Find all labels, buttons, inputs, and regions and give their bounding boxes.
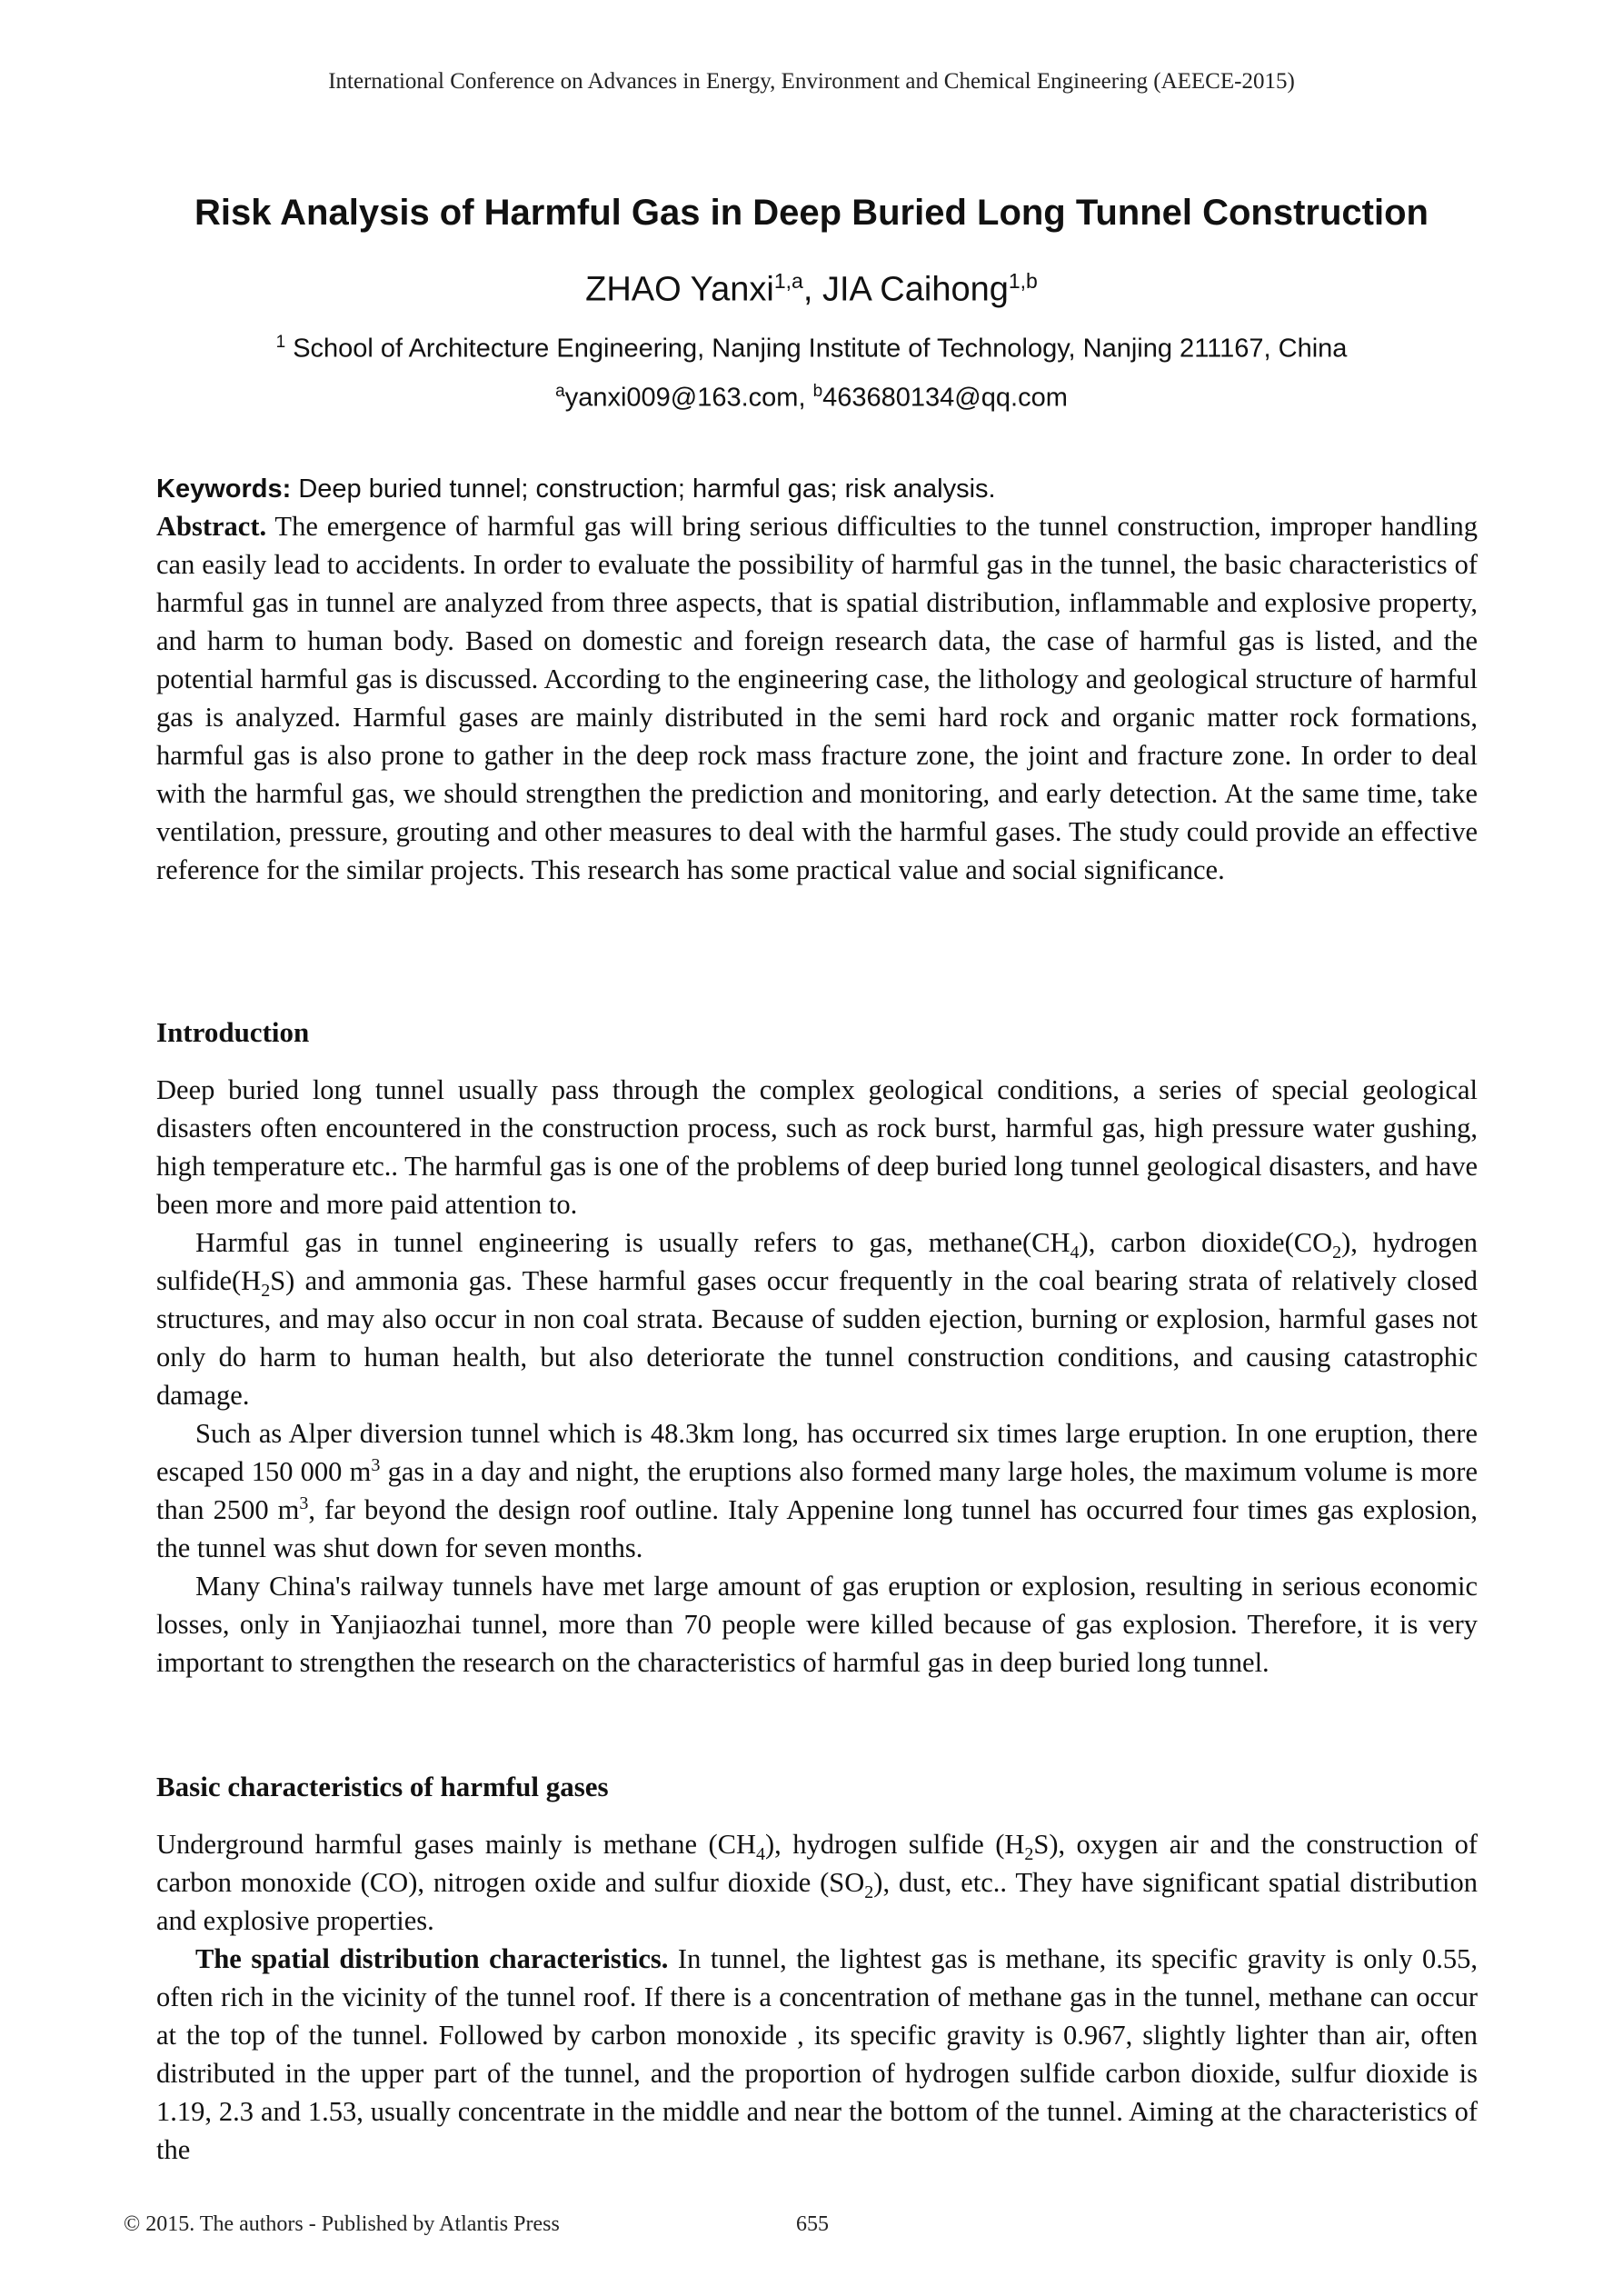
email-1: yanxi009@163.com,: [564, 383, 813, 413]
affiliation-sup: 1: [275, 333, 286, 352]
author-2-sup: 1,b: [1008, 269, 1038, 293]
email-1-sup: a: [555, 382, 565, 401]
conference-header: International Conference on Advances in Energy, Environment and Chemical Engineering (AEECE-2015): [328, 69, 1295, 94]
basic-paragraph-1: Underground harmful gases mainly is methane $(CH_4)$, hydrogen sulfide $(H_2S)$, oxygen air and the construction of carbon monoxide (CO), nitrogen oxide and sulfur dioxide $(SO_2)$, dust, etc.. They have significant spatial distribution and explosive properties.: [156, 1829, 1479, 1936]
introduction-body: [156, 1071, 1478, 1682]
affiliation: [0, 333, 1623, 364]
intro-paragraph-3: Such as Alper diversion tunnel which is 48.3km long, has occurred six times large eruption. In one eruption, there escaped 150 000 $m^3$ gas in a day and night, the eruptions also formed many large holes, the maximum volume is more than 2500 $m^3$, far beyond the design roof outline. Italy Appenine long tunnel has occurred four times gas explosion, the tunnel was shut down for seven months.: [156, 1418, 1479, 1563]
abstract-text: The emergence of harmful gas will bring serious difficulties to the tunnel construction, improper handling can easily lead to accidents. In order to evaluate the possibility of harmful gas in the tunnel, the basic characteristics of harmful gas in tunnel are analyzed from three aspects, that is spatial distribution, inflammable and explosive property, and harm to human body. Based on domestic and foreign research data, the case of harmful gas is listed, and the potential harmful gas is discussed. According to the engineering case, the lithology and geological structure of harmful gas is analyzed. Harmful gases are mainly distributed in the semi hard rock and organic matter rock formations, harmful gas is also prone to gather in the deep rock mass fracture zone, the joint and fracture zone. In order to deal with the harmful gas, we should strengthen the prediction and monitoring, and early detection. At the same time, take ventilation, pressure, grouting and other measures to deal with the harmful gases. The study could provide an effective reference for the similar projects. This research has some practical value and social significance.: [156, 511, 1478, 885]
intro-paragraph-2: Harmful gas in tunnel engineering is usually refers to gas, $methane(CH_4)$, carbon $dioxide(CO_2)$, hydrogen $sulfide(H_2S)$ and ammonia gas. These harmful gases occur frequently in the coal bearing strata of relatively closed structures, and may also occur in non coal strata. Because of sudden ejection, burning or explosion, harmful gases not only do harm to human health, but also deteriorate the tunnel construction conditions, and causing catastrophic damage.: [156, 1227, 1478, 1411]
paper-title: Risk Analysis of Harmful Gas in Deep Buried Long Tunnel Construction: [194, 193, 1429, 233]
basic-characteristics-heading: Basic characteristics of harmful gases: [156, 1771, 609, 1802]
author-emails: [0, 382, 1623, 414]
affiliation-text: School of Architecture Engineering, Nanjing Institute of Technology, Nanjing 211167, China: [285, 334, 1348, 364]
introduction-heading: Introduction: [156, 1016, 310, 1048]
email-2: 463680134@qq.com: [822, 383, 1068, 413]
author-line: [0, 269, 1623, 310]
author-separator: ,: [802, 270, 822, 309]
keywords-text: Deep buried tunnel; construction; harmful gas; risk analysis.: [291, 474, 996, 504]
author-1-sup: 1,a: [773, 269, 803, 293]
keywords: [156, 471, 1478, 507]
spatial-distribution-runin-heading: The spatial distribution characteristics.: [195, 1943, 669, 1974]
email-2-sup: b: [812, 382, 823, 401]
intro-paragraph-4: Many China's railway tunnels have met large amount of gas eruption or explosion, resulting in serious economic losses, only in Yanjiaozhai tunnel, more than 70 people were killed because of gas explosion. Therefore, it is very important to strengthen the research on the characteristics of harmful gas in deep buried long tunnel.: [156, 1571, 1478, 1678]
basic-paragraph-2: The spatial distribution characteristics. In tunnel, the lightest gas is methane, its specific gravity is only 0.55, often rich in the vicinity of the tunnel roof. If there is a concentration of methane gas in the tunnel, methane can occur at the top of the tunnel. Followed by carbon monoxide , its specific gravity is 0.967, slightly lighter than air, often distributed in the upper part of the tunnel, and the proportion of hydrogen sulfide carbon dioxide, sulfur dioxide is 1.19, 2.3 and 1.53, usually concentrate in the middle and near the bottom of the tunnel. Aiming at the characteristics of the: [156, 1943, 1478, 2165]
keywords-label: Keywords:: [156, 474, 292, 504]
basic-characteristics-body: [156, 1825, 1478, 2169]
intro-paragraph-1: Deep buried long tunnel usually pass through the complex geological conditions, a series of special geological disasters often encountered in the construction process, such as rock burst, harmful gas, high pressure water gushing, high temperature etc.. The harmful gas is one of the problems of deep buried long tunnel geological disasters, and have been more and more paid attention to.: [156, 1074, 1478, 1220]
abstract-label: Abstract.: [156, 511, 267, 542]
author-2-name: JIA Caihong: [821, 270, 1009, 309]
footer-copyright: © 2015. The authors - Published by Atlantis Press: [124, 2212, 560, 2236]
page-number: 655: [796, 2212, 829, 2236]
author-1-name: ZHAO Yanxi: [585, 270, 774, 309]
abstract: [156, 507, 1478, 889]
